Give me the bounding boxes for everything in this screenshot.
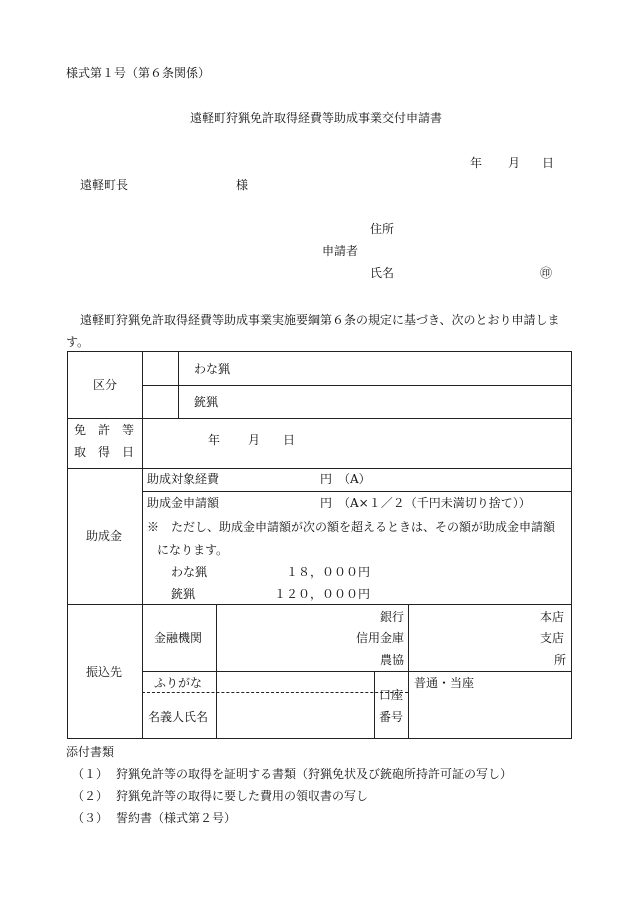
bank-type-agri-coop: 農協: [380, 653, 405, 667]
bank-label: 金融機関: [154, 631, 203, 645]
address-label: 住所: [370, 222, 395, 236]
cap-gun-label: 銃猟: [171, 587, 196, 601]
name-label: 氏名: [370, 266, 395, 280]
row-divider: [142, 491, 571, 492]
seal-mark: ㊞: [540, 266, 553, 280]
cap-trap-amount: １８，０００円: [286, 565, 371, 579]
attachment-2-text: 狩猟免許等の取得に要した費用の領収書の写し: [116, 789, 369, 803]
col-divider: [142, 352, 143, 738]
honorific: 様: [236, 178, 249, 192]
furigana-label: ふりがな: [154, 676, 203, 690]
intro-line-2: す。: [66, 335, 90, 349]
bank-type-credit-union: 信用金庫: [356, 631, 405, 645]
account-label-1: 口座: [379, 688, 404, 702]
license-day-label: 日: [283, 433, 296, 447]
license-date-label-1: 免 許 等: [74, 423, 135, 437]
branch-type-main: 本店: [540, 610, 565, 624]
col-divider: [374, 671, 375, 738]
attachment-2-num: （２）: [72, 789, 109, 803]
row-divider: [68, 604, 571, 605]
cap-trap-label: わな猟: [171, 565, 208, 579]
branch-type-branch: 支店: [540, 631, 565, 645]
attachment-3-num: （３）: [72, 811, 109, 825]
form-number: 様式第１号（第６条関係）: [66, 66, 211, 80]
date-day-label: 日: [542, 156, 555, 170]
note-line-1: ※ ただし、助成金申請額が次の額を超えるときは、その額が助成金申請額: [147, 520, 556, 534]
row-divider: [142, 671, 571, 672]
application-table: [67, 351, 572, 739]
subsidy-label: 助成金: [86, 529, 123, 543]
col-divider: [216, 604, 217, 738]
date-month-label: 月: [508, 156, 521, 170]
license-date-label-2: 取 得 日: [74, 445, 135, 459]
account-holder-label: 名義人氏名: [148, 710, 209, 724]
request-amount-label: 助成金申請額: [147, 496, 220, 510]
row-divider: [142, 385, 571, 386]
category-label: 区分: [93, 378, 118, 392]
page-title: 遠軽町狩猟免許取得経費等助成事業交付申請書: [190, 111, 443, 125]
branch-type-office: 所: [554, 653, 567, 667]
gun-hunting-label: 銃猟: [194, 395, 219, 409]
row-divider: [68, 418, 571, 419]
note-line-2: になります。: [157, 543, 229, 557]
bank-type-bank: 銀行: [380, 610, 405, 624]
intro-line-1: 遠軽町狩猟免許取得経費等助成事業実施要綱第６条の規定に基づき、次のとおり申請しま: [80, 313, 560, 327]
date-year-label: 年: [470, 156, 483, 170]
attachments-heading: 添付書類: [66, 745, 115, 759]
trap-hunting-label: わな猟: [194, 362, 231, 376]
eligible-cost-yen: 円 （A）: [320, 472, 371, 486]
cap-gun-amount: １２０，０００円: [274, 587, 371, 601]
license-month-label: 月: [248, 433, 261, 447]
row-divider: [68, 468, 571, 469]
account-label-2: 番号: [379, 710, 404, 724]
applicant-label: 申請者: [322, 244, 359, 258]
attachment-3-text: 誓約書（様式第２号）: [116, 811, 237, 825]
col-divider: [408, 604, 409, 738]
transfer-label: 振込先: [86, 665, 123, 679]
attachment-1-num: （１）: [72, 767, 109, 781]
account-type: 普通・当座: [414, 676, 475, 690]
furigana-divider: [142, 692, 408, 693]
license-year-label: 年: [208, 433, 221, 447]
request-amount-yen: 円 （A×１／２（千円未満切り捨て））: [320, 496, 531, 510]
eligible-cost-label: 助成対象経費: [147, 472, 220, 486]
col-divider: [178, 352, 179, 418]
attachment-1-text: 狩猟免許等の取得を証明する書類（狩猟免状及び銃砲所持許可証の写し）: [116, 767, 513, 781]
addressee: 遠軽町長: [80, 178, 129, 192]
